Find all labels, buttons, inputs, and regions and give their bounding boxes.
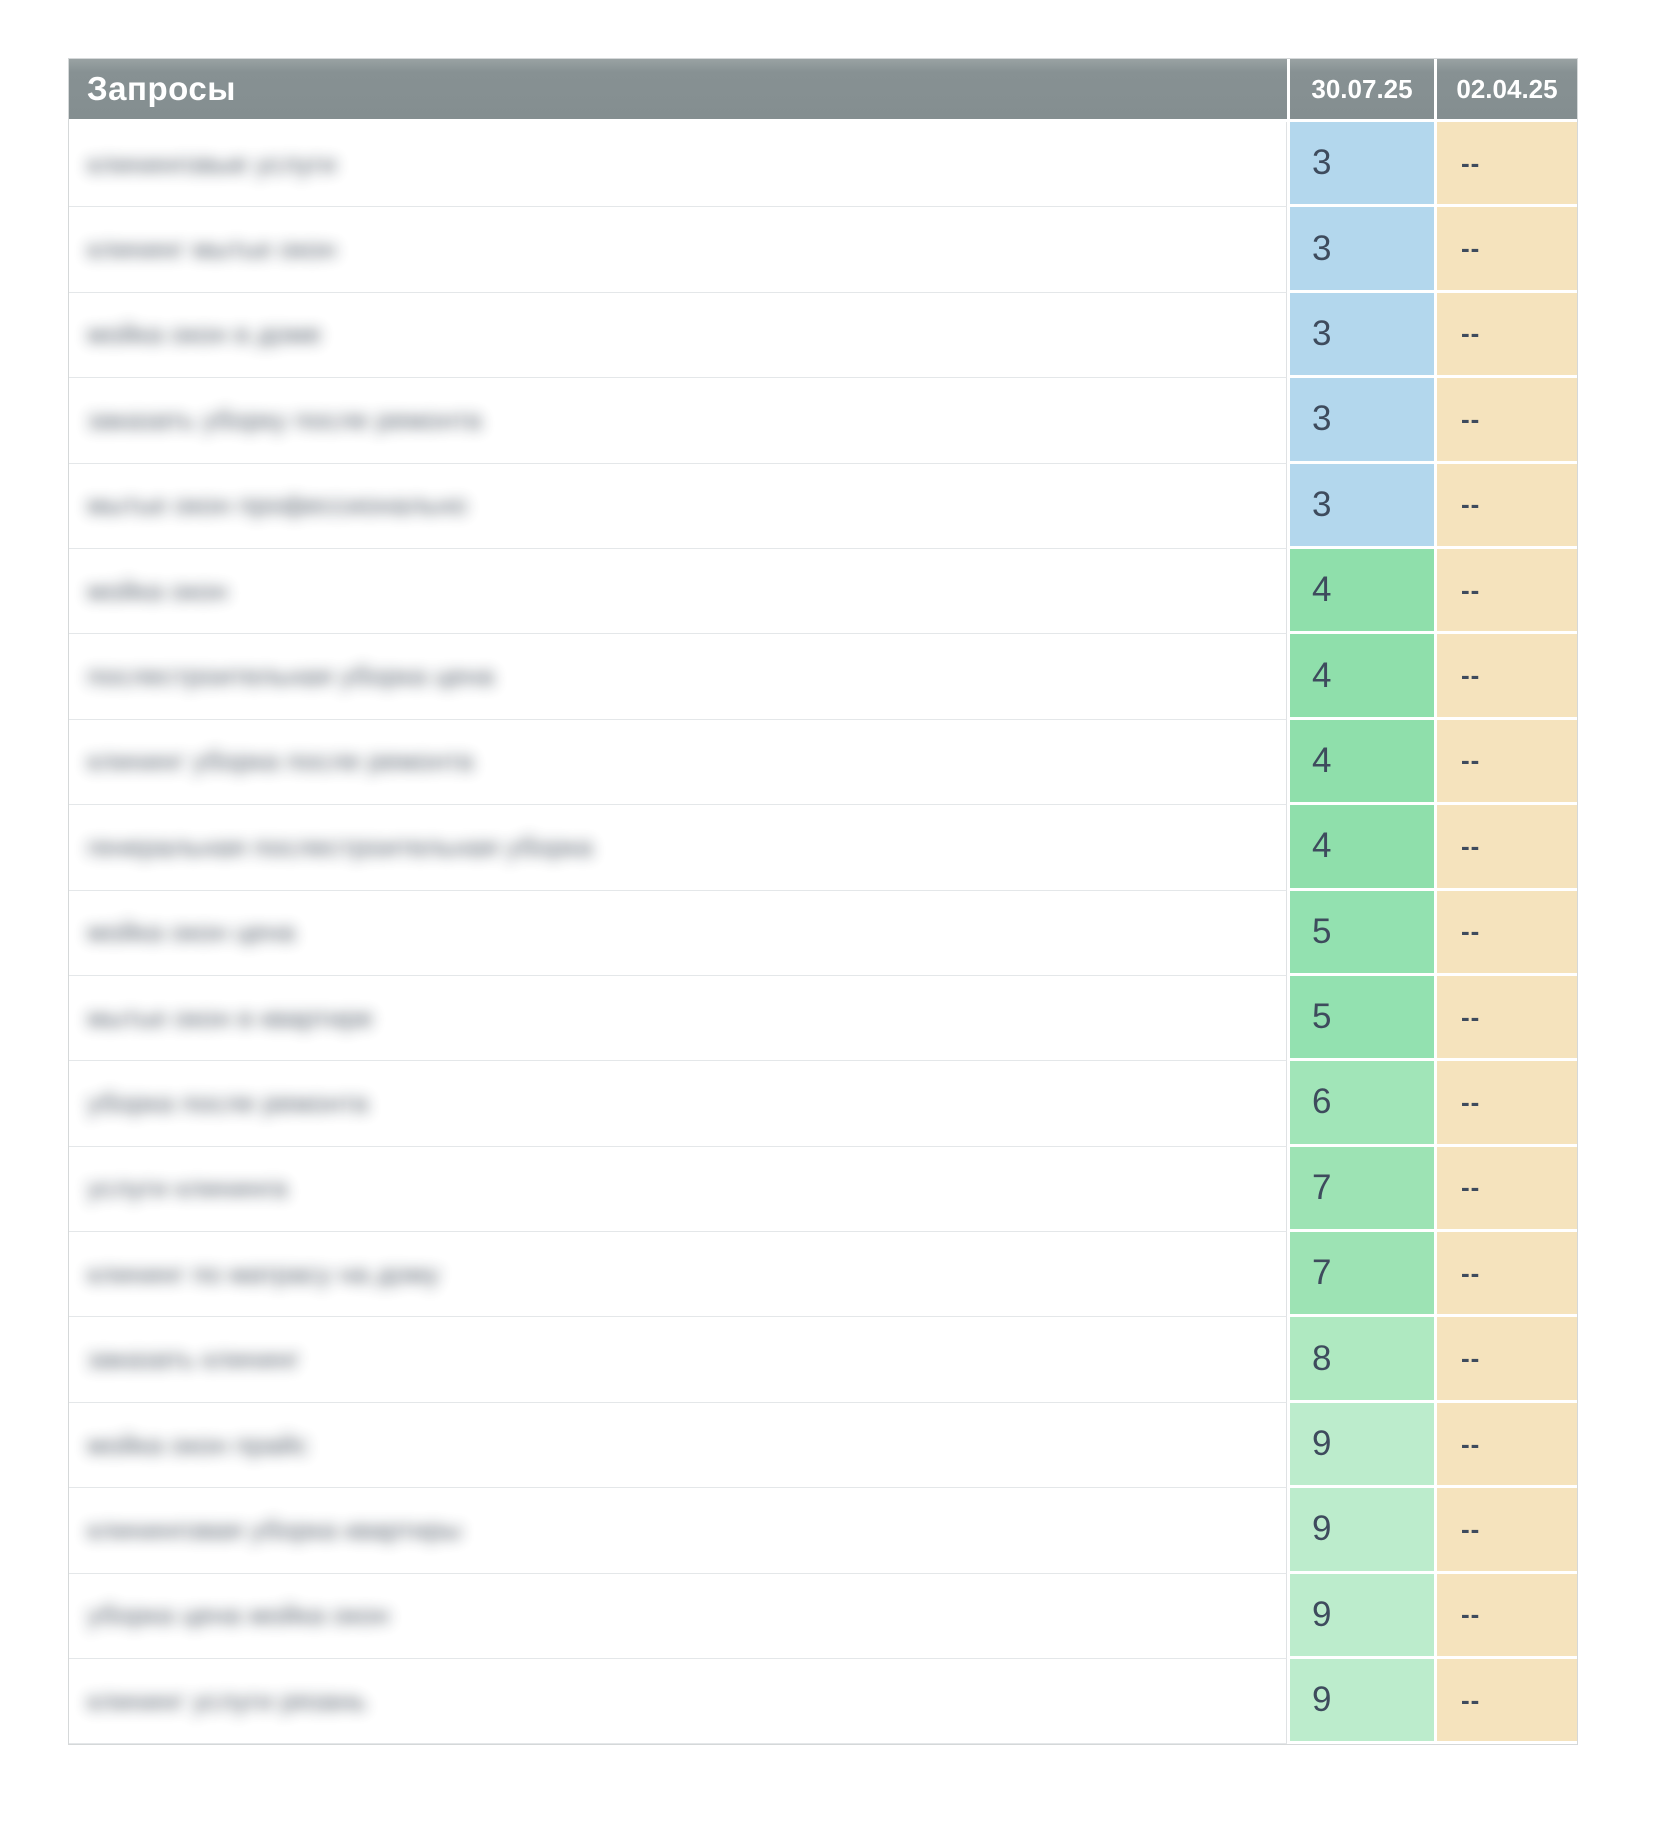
position-cell-30-07-25: 4 bbox=[1290, 634, 1434, 719]
query-text-blurred: клининговая уборка квартиры bbox=[87, 1514, 462, 1545]
query-text-blurred: мойка окон в доме bbox=[87, 319, 322, 350]
table-row bbox=[69, 464, 1577, 549]
table-row bbox=[69, 891, 1577, 976]
position-cell-02-04-25: -- bbox=[1437, 1659, 1577, 1744]
position-cell-02-04-25: -- bbox=[1437, 1147, 1577, 1232]
query-text-blurred: послестроительная уборка цена bbox=[87, 661, 495, 692]
column-header-date-30-07-25[interactable]: 30.07.25 bbox=[1290, 59, 1434, 119]
queries-rank-table bbox=[68, 58, 1578, 1745]
table-row bbox=[69, 1317, 1577, 1402]
table-row bbox=[69, 720, 1577, 805]
position-cell-30-07-25: 6 bbox=[1290, 1061, 1434, 1146]
query-cell bbox=[69, 634, 1287, 719]
position-cell-30-07-25: 4 bbox=[1290, 549, 1434, 634]
query-text-blurred: уборка цена мойка окон bbox=[87, 1600, 390, 1631]
table-header bbox=[69, 59, 1577, 119]
table-row bbox=[69, 293, 1577, 378]
table-row bbox=[69, 207, 1577, 292]
position-cell-30-07-25: 3 bbox=[1290, 293, 1434, 378]
query-text-blurred: клининг по матрасу на дому bbox=[87, 1258, 440, 1289]
query-cell bbox=[69, 1317, 1287, 1402]
position-cell-30-07-25: 4 bbox=[1290, 720, 1434, 805]
query-text-blurred: клининг услуги рязань bbox=[87, 1685, 367, 1716]
table-row bbox=[69, 976, 1577, 1061]
query-text-blurred: услуги клининга bbox=[87, 1173, 288, 1204]
table-row bbox=[69, 122, 1577, 207]
query-cell bbox=[69, 207, 1287, 292]
query-cell bbox=[69, 891, 1287, 976]
position-cell-02-04-25: -- bbox=[1437, 634, 1577, 719]
table-row bbox=[69, 1232, 1577, 1317]
position-cell-30-07-25: 3 bbox=[1290, 122, 1434, 207]
table-row bbox=[69, 634, 1577, 719]
position-cell-02-04-25: -- bbox=[1437, 207, 1577, 292]
query-cell bbox=[69, 1061, 1287, 1146]
query-text-blurred: мойка окон bbox=[87, 575, 228, 606]
query-cell bbox=[69, 1488, 1287, 1573]
position-cell-30-07-25: 4 bbox=[1290, 805, 1434, 890]
position-cell-30-07-25: 5 bbox=[1290, 976, 1434, 1061]
position-cell-02-04-25: -- bbox=[1437, 1403, 1577, 1488]
query-text-blurred: клининг мытье окон bbox=[87, 234, 337, 265]
table-row bbox=[69, 1659, 1577, 1744]
position-cell-02-04-25: -- bbox=[1437, 1488, 1577, 1573]
position-cell-30-07-25: 9 bbox=[1290, 1574, 1434, 1659]
query-text-blurred: заказать клининг bbox=[87, 1344, 300, 1375]
query-text-blurred: мытье окон профессионально bbox=[87, 490, 468, 521]
position-cell-30-07-25: 3 bbox=[1290, 207, 1434, 292]
query-text-blurred: клининговые услуги bbox=[87, 148, 337, 179]
position-cell-30-07-25: 9 bbox=[1290, 1403, 1434, 1488]
query-cell bbox=[69, 976, 1287, 1061]
query-text-blurred: мойка окон цена bbox=[87, 917, 296, 948]
table-body bbox=[69, 122, 1577, 1744]
position-cell-02-04-25: -- bbox=[1437, 720, 1577, 805]
position-cell-02-04-25: -- bbox=[1437, 1061, 1577, 1146]
position-cell-02-04-25: -- bbox=[1437, 976, 1577, 1061]
position-cell-02-04-25: -- bbox=[1437, 549, 1577, 634]
query-text-blurred: генеральная послестроительная уборка bbox=[87, 831, 593, 862]
query-cell bbox=[69, 1574, 1287, 1659]
position-cell-30-07-25: 8 bbox=[1290, 1317, 1434, 1402]
position-cell-30-07-25: 7 bbox=[1290, 1147, 1434, 1232]
query-text-blurred: мытье окон в квартире bbox=[87, 1002, 374, 1033]
position-cell-30-07-25: 7 bbox=[1290, 1232, 1434, 1317]
column-header-date-02-04-25[interactable]: 02.04.25 bbox=[1437, 59, 1577, 119]
position-cell-02-04-25: -- bbox=[1437, 1574, 1577, 1659]
query-cell bbox=[69, 378, 1287, 463]
query-text-blurred: клининг уборка после ремонта bbox=[87, 746, 474, 777]
position-cell-02-04-25: -- bbox=[1437, 378, 1577, 463]
position-cell-02-04-25: -- bbox=[1437, 464, 1577, 549]
position-cell-02-04-25: -- bbox=[1437, 1317, 1577, 1402]
query-cell bbox=[69, 1659, 1287, 1744]
query-cell bbox=[69, 464, 1287, 549]
table-row bbox=[69, 1147, 1577, 1232]
table-row bbox=[69, 549, 1577, 634]
query-text-blurred: заказать уборку после ремонта bbox=[87, 404, 482, 435]
query-cell bbox=[69, 122, 1287, 207]
position-cell-30-07-25: 9 bbox=[1290, 1659, 1434, 1744]
table-row bbox=[69, 378, 1577, 463]
position-cell-30-07-25: 3 bbox=[1290, 378, 1434, 463]
query-cell bbox=[69, 1147, 1287, 1232]
query-text-blurred: мойка окон прайс bbox=[87, 1429, 309, 1460]
query-cell bbox=[69, 549, 1287, 634]
position-cell-02-04-25: -- bbox=[1437, 805, 1577, 890]
table-row bbox=[69, 1061, 1577, 1146]
table-row bbox=[69, 1574, 1577, 1659]
query-cell bbox=[69, 293, 1287, 378]
position-cell-02-04-25: -- bbox=[1437, 122, 1577, 207]
table-row bbox=[69, 1488, 1577, 1573]
query-cell bbox=[69, 720, 1287, 805]
table-row bbox=[69, 805, 1577, 890]
position-cell-02-04-25: -- bbox=[1437, 891, 1577, 976]
position-cell-30-07-25: 3 bbox=[1290, 464, 1434, 549]
position-cell-30-07-25: 5 bbox=[1290, 891, 1434, 976]
column-header-queries[interactable]: Запросы bbox=[69, 59, 1287, 119]
position-cell-30-07-25: 9 bbox=[1290, 1488, 1434, 1573]
position-cell-02-04-25: -- bbox=[1437, 1232, 1577, 1317]
query-cell bbox=[69, 1232, 1287, 1317]
position-cell-02-04-25: -- bbox=[1437, 293, 1577, 378]
query-cell bbox=[69, 805, 1287, 890]
table-row bbox=[69, 1403, 1577, 1488]
query-text-blurred: уборка после ремонта bbox=[87, 1087, 369, 1118]
query-cell bbox=[69, 1403, 1287, 1488]
